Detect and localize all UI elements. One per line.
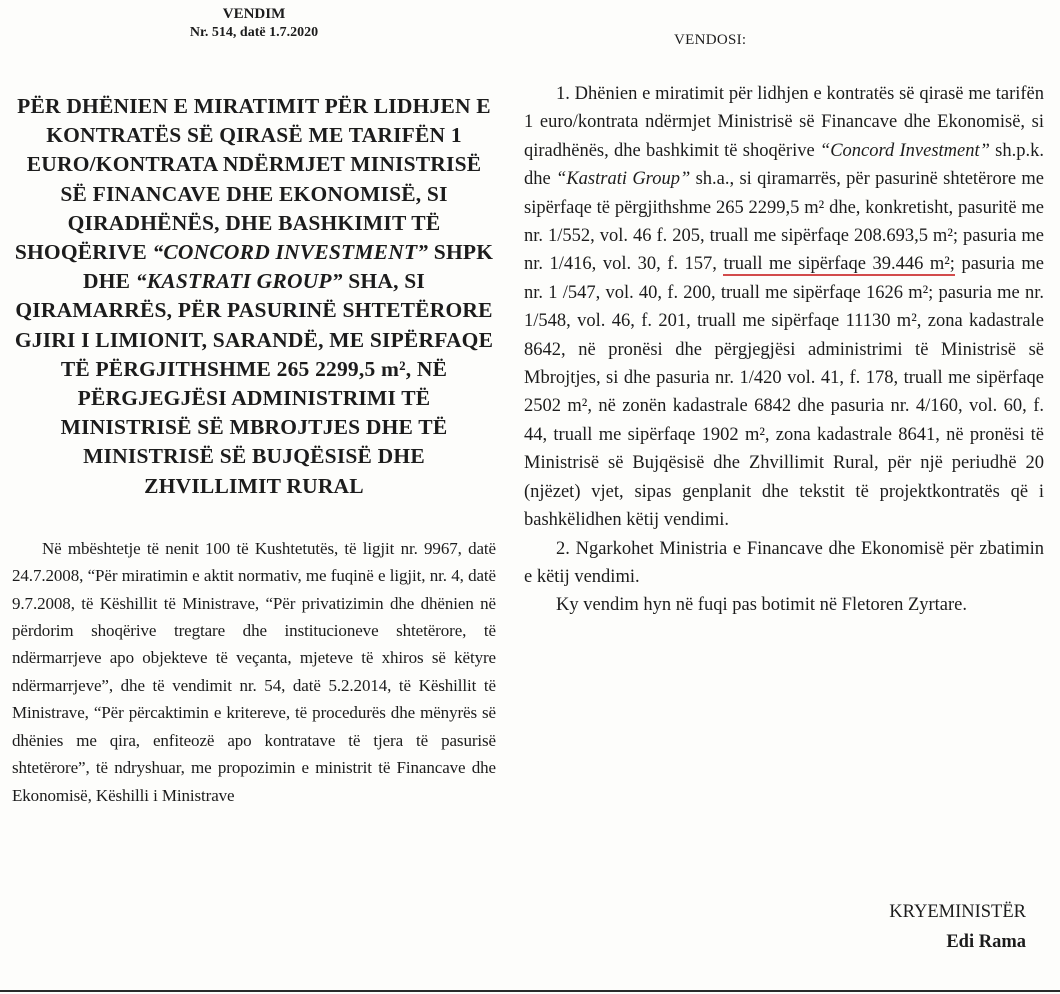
vendosi-heading: VENDOSI: xyxy=(674,32,747,48)
item-1-company-2: “Kastrati Group” xyxy=(556,169,691,190)
closing-paragraph: Ky vendim hyn në fuqi pas botimit në Fletoren Zyrtare. xyxy=(556,595,968,616)
item-1-text-d: pasuria me nr. 1 /547, vol. 40, f. 200, truall me sipërfaqe 1626 m²; pasuria me nr. 1/548, vol. 46, f. 201, truall me sipërfaqe 11130 m², zona kadastrale 8642, në pronësi dhe përgjegjësi administrimi të Ministrisë së Mbrojtjes, si dhe pasuria nr. 1/420 vol. 41, f. 178, truall me sipërfaqe 2502 m², në zonën kadastrale 6842 dhe pasuria nr. 4/160, vol. 60, f. 44, truall me sipërfaqe 1902 m², zona kadastrale 8641, në pronësi të Ministrisë së Bujqësisë dhe Zhvillimit Rural, për një periudhë 20 (njëzet) vjet, sipas genplanit dhe tekstit të projektkontratës që i bashkëlidhen këtij vendimi. xyxy=(524,254,1044,531)
decision-number: Nr. 514, datë 1.7.2020 xyxy=(189,25,319,40)
item-1-company-1: “Concord Investment” xyxy=(819,140,990,161)
left-column xyxy=(12,0,496,826)
item-1-text-a: 1. Dhënien e miratimit për lidhjen e kontratës së qirasë me tarifën 1 euro/kontrata ndërmjet Ministrisë së Financave dhe Ekonomisë, si qiradhënës, dhe bashkimit të shoqërive xyxy=(524,84,1044,161)
decision-title xyxy=(12,92,496,501)
title-part-3: SHA, SI QIRAMARRËS, PËR PASURINË SHTETËRORE GJIRI I LIMIONIT, SARANDË, ME SIPËRFAQE TË PËRGJITHSHME 265 2299,5 m², NË PËRGJEGJËSI ADMINISTRIMI TË MINISTRISË SË MBROJTJES DHE TË MINISTRISË SË BUJQËSISË DHE ZHVILLIMIT RURAL xyxy=(14,269,494,498)
title-company-1: “CONCORD INVESTMENT” xyxy=(152,240,429,265)
item-1-text-b: sh.p.k. dhe xyxy=(524,140,1045,190)
decision-heading: VENDIM xyxy=(222,6,286,22)
item-1-paragraph xyxy=(524,80,1044,535)
item-1-text-c: sh.a., si qiramarrës, për pasurinë shtetërore me sipërfaqe të përgjithshme 265 2299,5 m² dhe, konkretisht, pasuritë me nr. 1/552, vol. 46 f. 205, truall me sipërfaqe 208.693,5 m²; pasuria me nr. 1/416, vol. 30, f. 157, xyxy=(524,169,1044,275)
decision-items xyxy=(524,80,1044,620)
preamble-paragraph: Në mbështetje të nenit 100 të Kushtetutës, të ligjit nr. 9967, datë 24.7.2008, “Për miratimin e aktit normativ, me fuqinë e ligjit, nr. 4, datë 9.7.2008, të Këshillit të Ministrave, “Për privatizimin dhe dhënien në përdorim shoqërive tregtare dhe institucioneve shtetërore, të ndërmarrjeve apo objekteve të veçanta, mjeteve të xhiros së këtyre ndërmarrjeve”, dhe të vendimit nr. 54, datë 5.2.2014, të Këshillit të Ministrave, “Për përcaktimin e kritereve, të procedurës dhe mënyrës së dhënies me qira, enfiteozë apo kontratave të tjera të pasurisë shtetërore”, të ndryshuar, me propozimin e ministrit të Financave dhe Ekonomisë, Këshilli i Ministrave xyxy=(12,538,496,805)
item-1-underlined-highlight: truall me sipërfaqe 39.446 m²; xyxy=(723,254,955,275)
title-company-2: “KASTRATI GROUP” xyxy=(135,269,343,294)
signature-name: Edi Rama xyxy=(946,932,1026,952)
signature-role: KRYEMINISTËR xyxy=(889,902,1026,922)
title-part-1: PËR DHËNIEN E MIRATIMIT PËR LIDHJEN E KONTRATËS SË QIRASË ME TARIFËN 1 EURO/KONTRATA NDËRMJET MINISTRISË SË FINANCAVE DHE EKONOMISË, SI QIRADHËNËS, DHE BASHKIMIT TË SHOQËRIVE xyxy=(14,94,491,265)
bottom-divider xyxy=(0,990,1060,992)
signature-block xyxy=(889,897,1026,957)
item-2-paragraph: 2. Ngarkohet Ministria e Financave dhe Ekonomisë për zbatimin e këtij vendimi. xyxy=(524,538,1044,587)
title-part-2: SHPK DHE xyxy=(83,240,494,294)
